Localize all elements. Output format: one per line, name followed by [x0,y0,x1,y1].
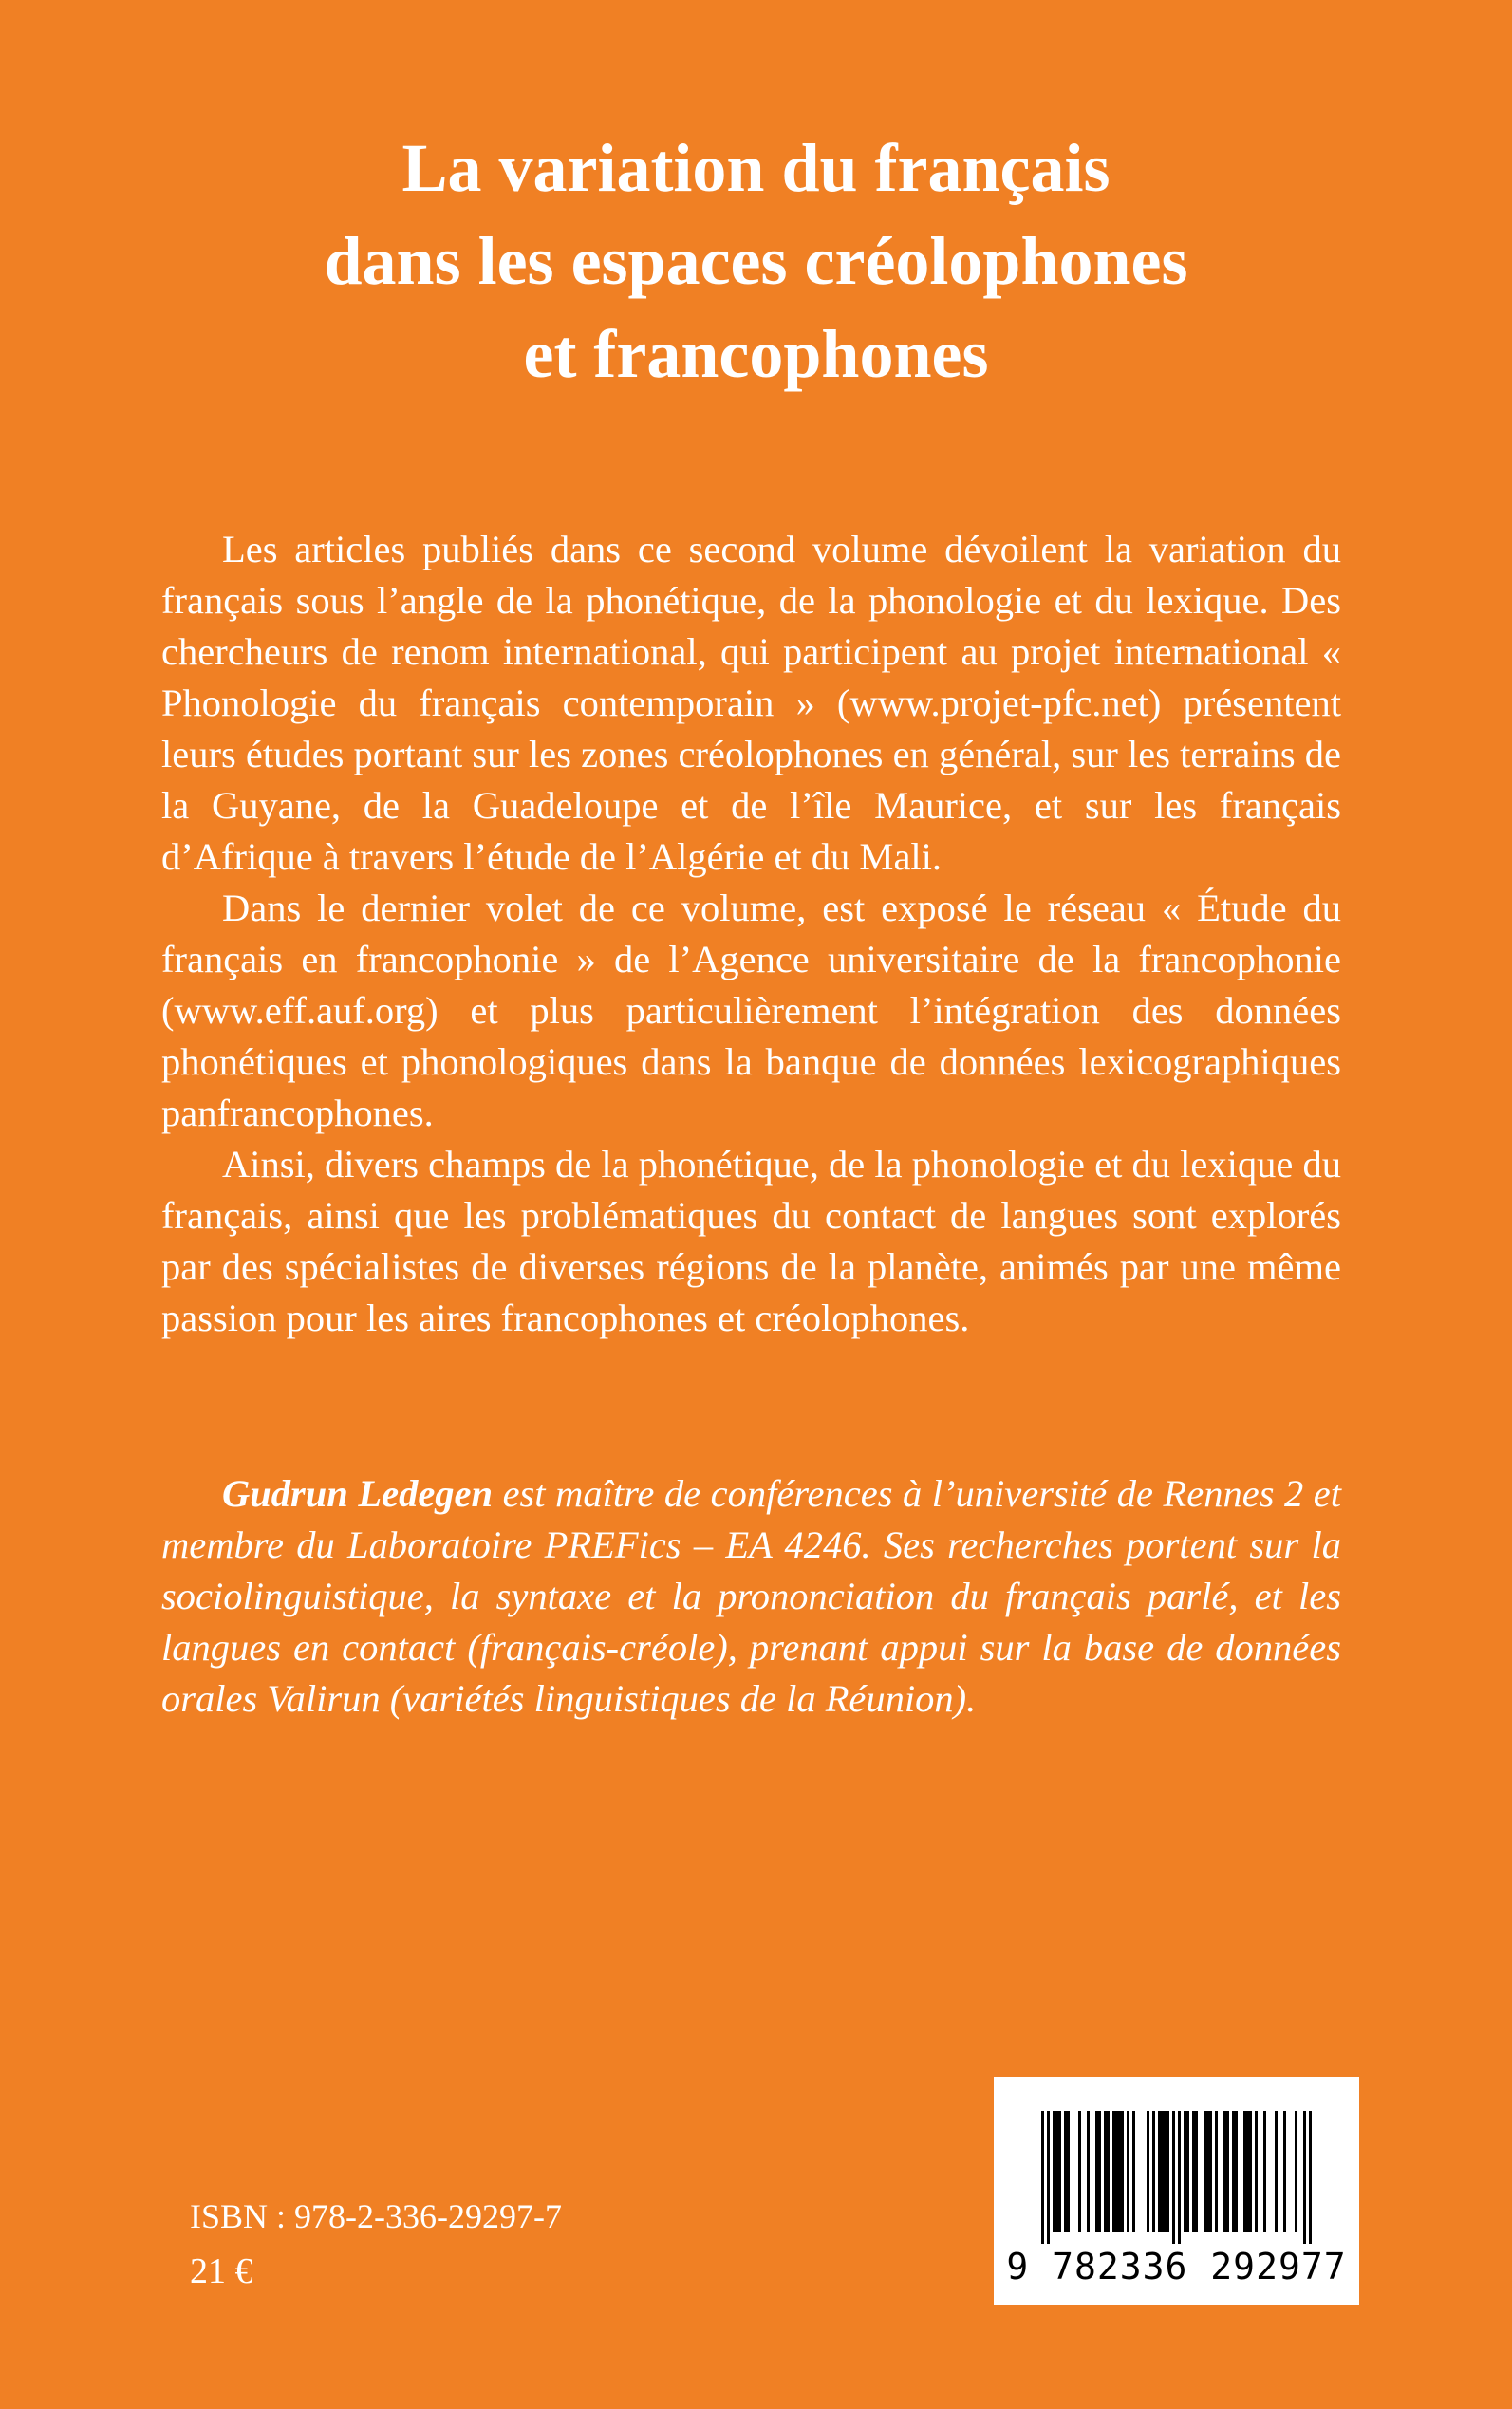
barcode-bar [1104,2111,1107,2232]
barcode-bar [1243,2111,1246,2232]
barcode-bar [1087,2111,1090,2232]
barcode-bar [1195,2111,1198,2232]
barcode-bar [1112,2111,1115,2232]
summary-paragraph-1: Les articles publiés dans ce second volume dévoilent la variation du français sous l’angle de la phonétique, de la phonologie et du lexique. Des chercheurs de renom international, qui participent au projet international « Phonologie du français contemporain » (www.projet-pfc.net) présentent leurs études portant sur les zones créolophones en général, sur les terrains de la Guyane, de la Guadeloupe et de l’île Maurice, et sur les français d’Afrique à travers l’étude de l’Algérie et du Mali. [161,528,1341,878]
barcode-bar [1226,2111,1229,2232]
barcode-bar [1246,2111,1249,2232]
barcode-bar [1235,2111,1238,2232]
barcode-bar [1223,2111,1226,2232]
barcode-bar [1206,2111,1209,2232]
barcode-bar [1186,2111,1189,2232]
barcode-bar [1107,2111,1110,2232]
barcode-bar [1053,2111,1055,2232]
barcode-bar [1303,2111,1306,2244]
barcode-bar [1095,2111,1098,2232]
barcode-bar [1215,2111,1218,2232]
author-name: Gudrun Ledegen [222,1472,494,1515]
barcode-bar [1172,2111,1175,2244]
title-line-3: et francophones [523,316,989,392]
barcode [994,2077,1359,2305]
barcode-bar [1161,2111,1164,2232]
barcode-bar [1164,2111,1167,2232]
barcode-bar [1121,2111,1124,2232]
barcode-bar [1167,2111,1169,2232]
barcode-bar [1152,2111,1155,2232]
author-bio-text: est maître de conférences à l’université de Rennes 2 et membre du Laboratoire PREFics – EA 4246. Ses recherches portent sur la sociolinguistique, la syntaxe et la prononciation du français parlé, et les langues en contact (français-créole), prenant appui sur la base de données orales Valirun (variétés linguistiques de la Réunion). [161,1472,1341,1720]
barcode-bar [1309,2111,1312,2244]
barcode-bar [1295,2111,1297,2232]
barcode-bar [1115,2111,1118,2232]
barcode-bar [1184,2111,1186,2232]
barcode-bar [1283,2111,1286,2232]
book-title [0,121,1512,401]
barcode-bar [1067,2111,1070,2232]
barcode-bar [1147,2111,1149,2232]
barcode-bar [1249,2111,1252,2232]
barcode-bar [1064,2111,1067,2232]
title-line-2: dans les espaces créolophones [324,223,1188,299]
barcode-bar [1178,2111,1181,2244]
barcode-bar [1192,2111,1195,2232]
barcode-bar [1232,2111,1235,2232]
barcode-bar [1263,2111,1266,2232]
barcode-bars [1020,2111,1333,2244]
barcode-bar [1055,2111,1058,2232]
isbn-label: ISBN : 978-2-336-29297-7 [190,2197,562,2235]
barcode-bar [1127,2111,1129,2232]
barcode-bar [1255,2111,1258,2232]
barcode-bar [1118,2111,1121,2232]
barcode-bar [1041,2111,1044,2244]
title-line-1: La variation du français [401,130,1111,206]
barcode-bar [1098,2111,1101,2232]
barcode-bar [1275,2111,1278,2232]
barcode-bar [1078,2111,1081,2232]
barcode-bar [1047,2111,1050,2244]
barcode-bar [1132,2111,1135,2232]
summary-paragraph-3: Ainsi, divers champs de la phonétique, de la phonologie et du lexique du français, ainsi que les problématiques du contact de langues sont explorés par des spécialistes de diverses régions de la planète, animés par une même passion pour les aires francophones et créolophones. [161,1143,1341,1339]
book-summary [161,524,1341,1344]
barcode-bar [1158,2111,1161,2232]
author-bio [161,1468,1341,1725]
barcode-digits: 9 782336 292977 [1006,2246,1347,2288]
barcode-bar [1204,2111,1206,2232]
price-label: 21 € [190,2251,253,2291]
summary-paragraph-2: Dans le dernier volet de ce volume, est exposé le réseau « Étude du français en francophonie » de l’Agence universitaire de la francophonie (www.eff.auf.org) et plus particulièrement l’intégration des données phonétiques et phonologiques dans la banque de données lexicographiques panfrancophones. [161,887,1341,1134]
barcode-bar [1209,2111,1212,2232]
barcode-bar [1058,2111,1061,2232]
